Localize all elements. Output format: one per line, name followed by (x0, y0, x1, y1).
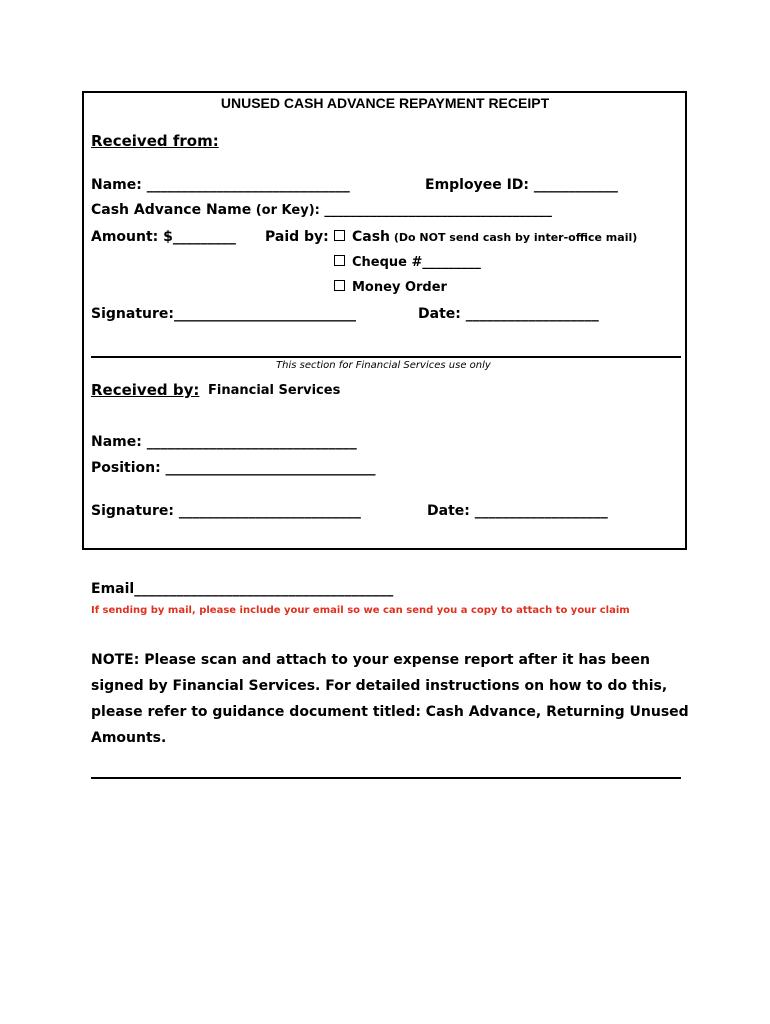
option-cash[interactable] (334, 229, 637, 245)
fs-signature-field[interactable]: Signature: __________________________ (91, 503, 361, 519)
note-line-1: NOTE: Please scan and attach to your expense report after it has been (91, 652, 650, 668)
cash-advance-key-label: (or Key): ___________________________________ (251, 203, 552, 218)
option-cheque[interactable] (334, 255, 481, 270)
cash-label: Cash (352, 229, 391, 245)
email-field[interactable]: Email_____________________________________ (91, 581, 394, 597)
cash-advance-label: Cash Advance Name (91, 202, 252, 218)
cash-warning: (Do NOT send cash by inter-office mail) (390, 231, 638, 244)
section-divider (91, 356, 681, 358)
paid-by-label: Paid by: (265, 229, 329, 245)
note-line-2: signed by Financial Services. For detailed instructions on how to do this, (91, 678, 668, 694)
note-line-4: Amounts. (91, 730, 167, 746)
cash-advance-name-field[interactable] (91, 202, 552, 218)
employee-id-field[interactable]: Employee ID: ____________ (425, 177, 618, 193)
signature-field[interactable]: Signature:__________________________ (91, 306, 356, 322)
note-line-3: please refer to guidance document titled: Cash Advance, Returning Unused (91, 704, 689, 720)
bottom-rule (91, 777, 681, 779)
fs-date-field[interactable]: Date: ___________________ (427, 503, 608, 519)
option-money-order[interactable] (334, 280, 447, 295)
email-hint: If sending by mail, please include your email so we can send you a copy to attach to your claim (91, 605, 630, 616)
money-order-checkbox[interactable] (334, 280, 345, 291)
amount-field[interactable]: Amount: $_________ (91, 229, 236, 245)
money-order-label: Money Order (352, 280, 447, 295)
received-by-heading: Received by: (91, 381, 200, 399)
form-title: UNUSED CASH ADVANCE REPAYMENT RECEIPT (220, 95, 550, 111)
fs-use-only-note: This section for Financial Services use only (276, 360, 491, 371)
fs-position-field[interactable]: Position: ______________________________ (91, 460, 376, 476)
received-by-value: Financial Services (208, 383, 341, 398)
name-field[interactable]: Name: _____________________________ (91, 177, 350, 193)
received-from-heading: Received from: (91, 132, 219, 150)
note-paragraph (91, 647, 689, 751)
cheque-label: Cheque #_________ (352, 255, 481, 270)
fs-name-field[interactable]: Name: ______________________________ (91, 434, 357, 450)
cheque-checkbox[interactable] (334, 255, 345, 266)
cash-checkbox[interactable] (334, 230, 345, 241)
date-field[interactable]: Date: ___________________ (418, 306, 599, 322)
